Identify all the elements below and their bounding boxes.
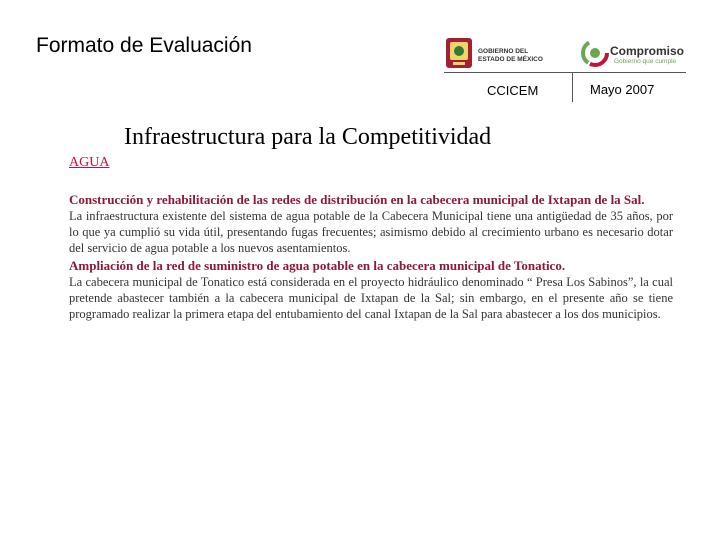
page-header-title: Formato de Evaluación bbox=[36, 34, 252, 57]
header-divider bbox=[444, 72, 686, 73]
block-body: La infraestructura existente del sistema de agua potable de la Cabecera Municipal tiene una antigüedad de 35 años, por lo que ya cumplió su vida útil, presentando fugas frecuentes; asimismo debido al crecimiento urbano es necesario dotar del servicio de agua potable a los nuevos asentamientos. bbox=[69, 209, 673, 255]
page-title: Infraestructura para la Competitividad bbox=[124, 124, 492, 150]
block-body: La cabecera municipal de Tonatico está considerada en el proyecto hidráulico denominado “ Presa Los Sabinos”, la cual pretende abastecer también a la cabecera municipal de Ixtapan de la Sal; sin embargo, en el presente año se tiene programado realizar la primera etapa del entubamiento del canal Ixtapan de la Sal para abastecer a los dos municipios. bbox=[69, 275, 673, 321]
content-area bbox=[69, 192, 673, 322]
document-date: Mayo 2007 bbox=[590, 82, 655, 97]
compromiso-subtitle: Gobierno que cumple bbox=[614, 58, 677, 65]
document-code: CCICEM bbox=[487, 83, 539, 98]
gov-logo-text: GOBIERNO DEL ESTADO DE MÉXICO bbox=[478, 48, 543, 63]
compromiso-title: Compromiso bbox=[610, 44, 685, 58]
header-vertical-divider bbox=[572, 72, 573, 102]
section-label: AGUA bbox=[69, 155, 110, 170]
block-heading: Construcción y rehabilitación de las redes de distribución en la cabecera municipal de Ixtapan de la Sal. bbox=[69, 192, 645, 207]
block-heading: Ampliación de la red de suministro de agua potable en la cabecera municipal de Tonatico. bbox=[69, 258, 566, 273]
compromiso-logo-icon bbox=[580, 38, 610, 68]
